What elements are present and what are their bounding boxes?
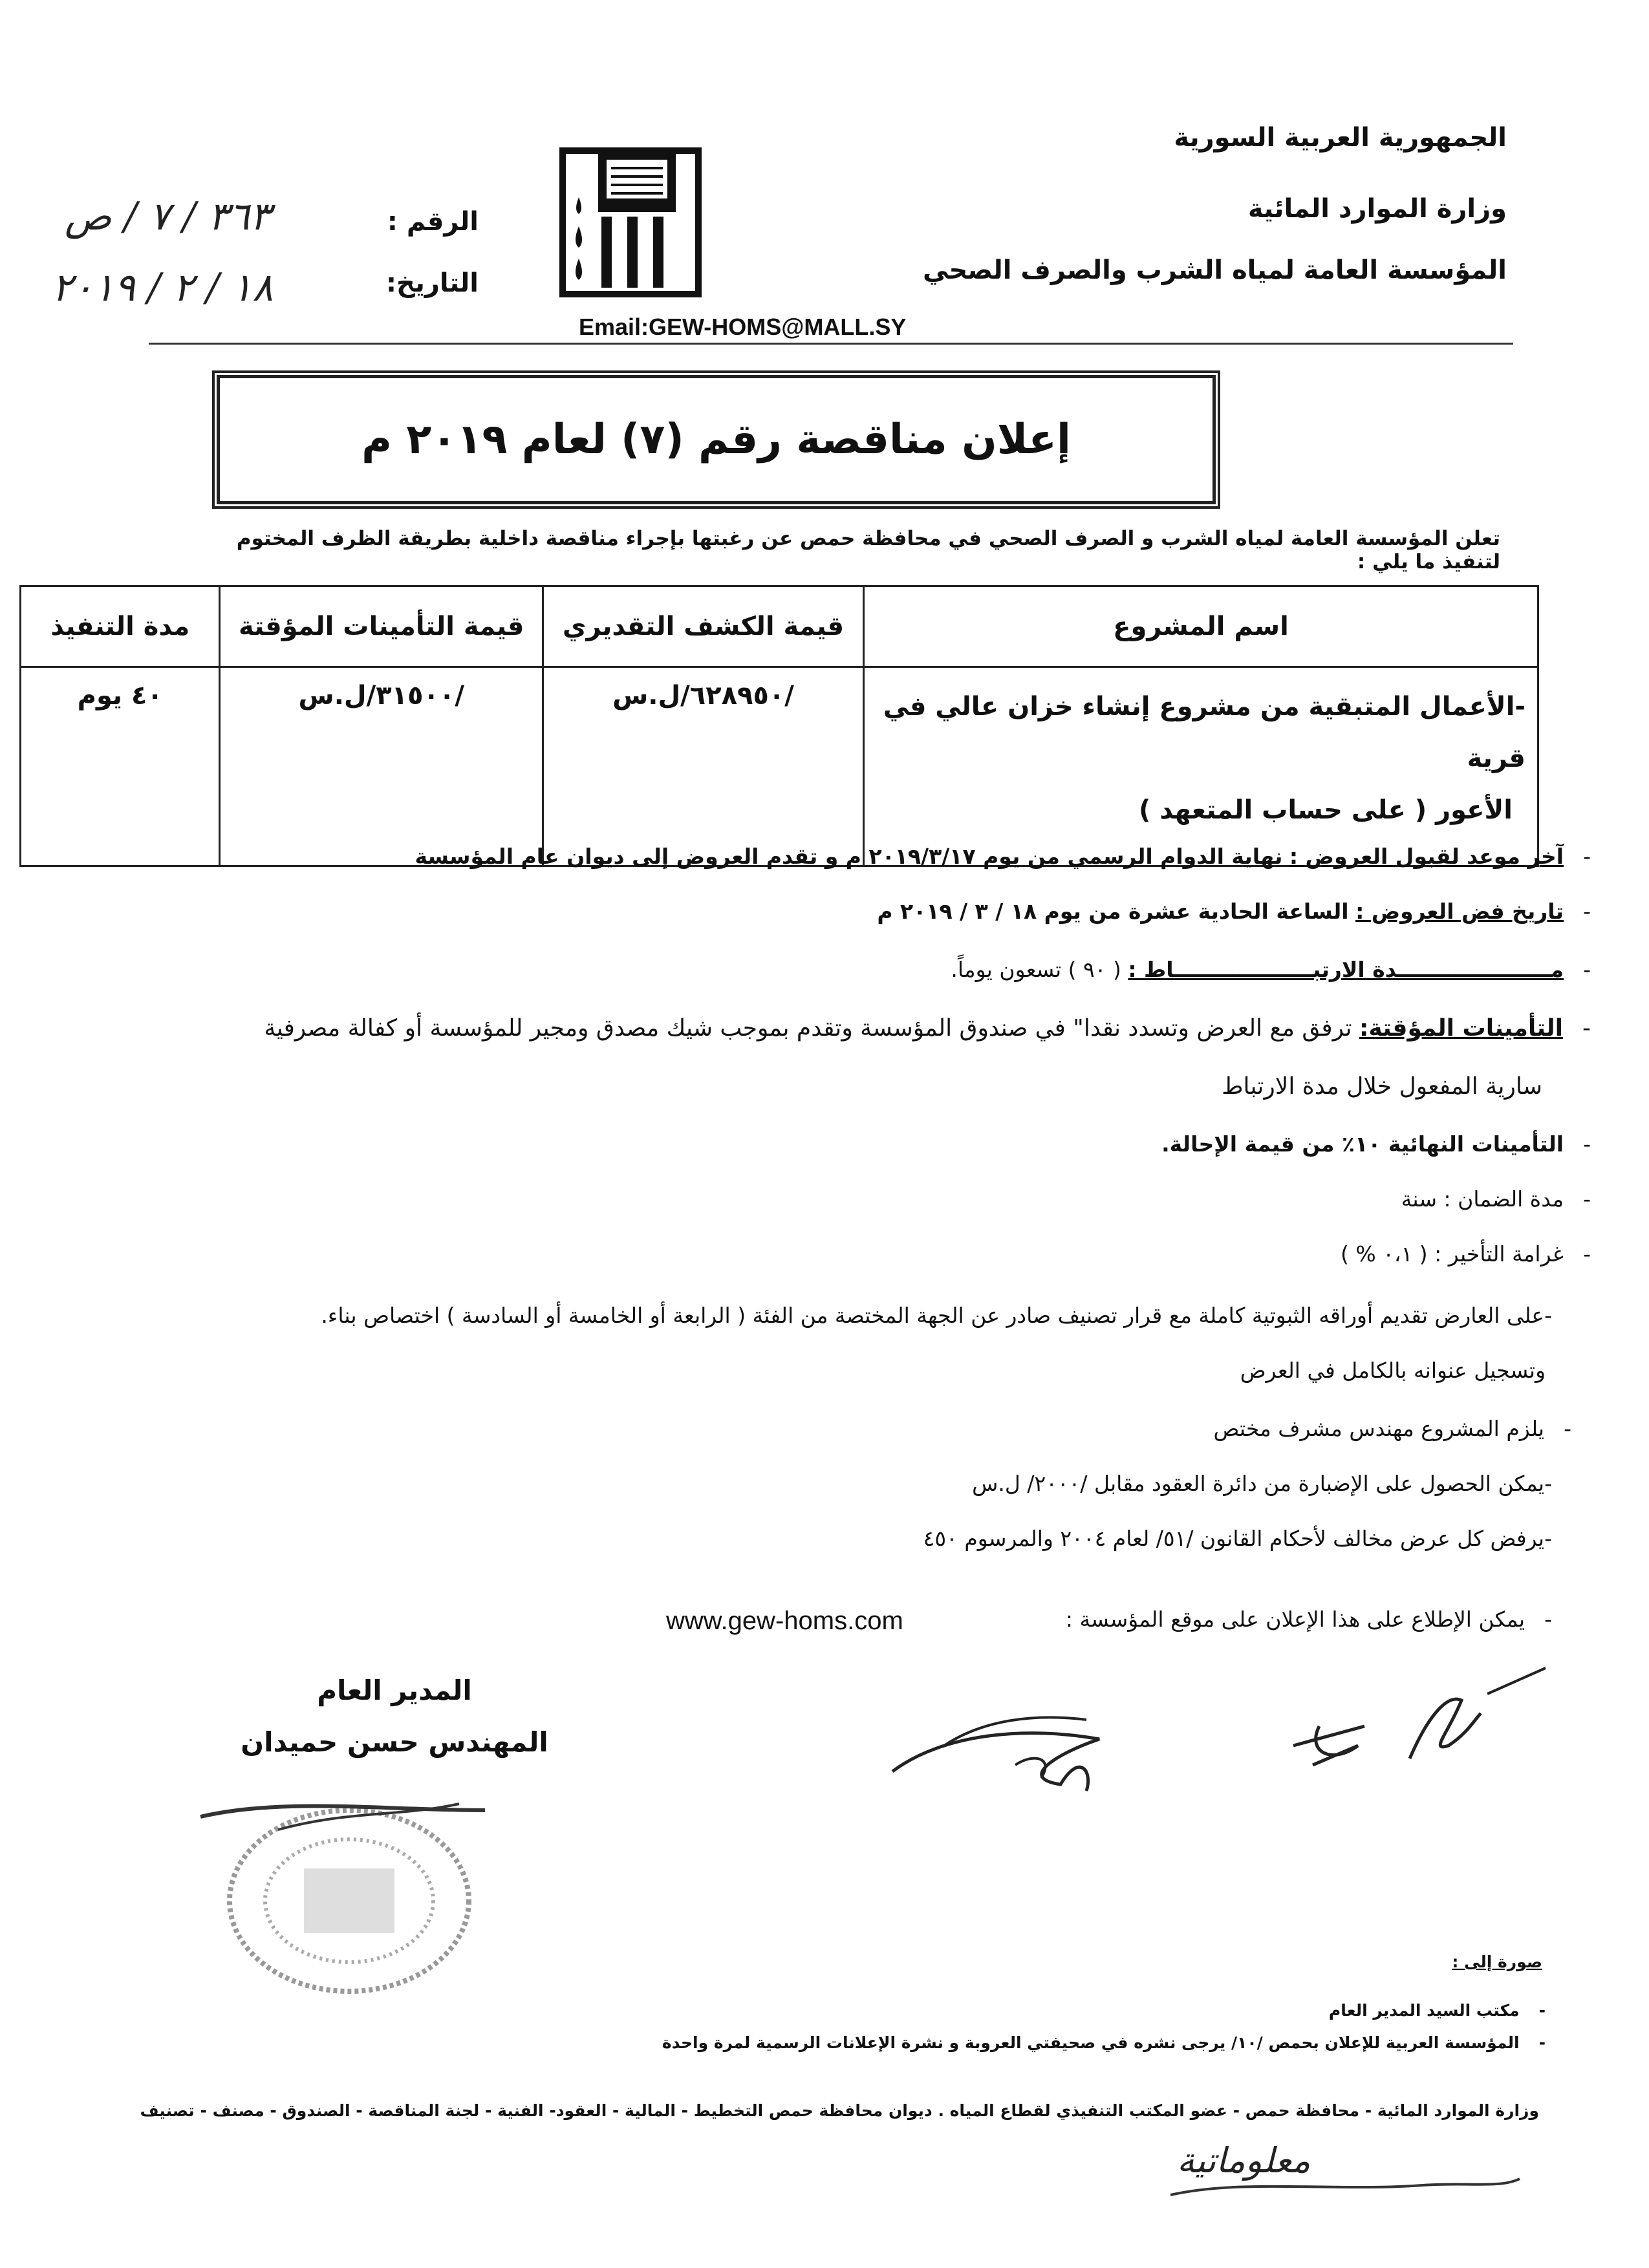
list-item: سارية المفعول خلال مدة الارتباط (1222, 1073, 1542, 1100)
insurance-cell: /٣١٥٠٠/ل.س (220, 667, 543, 866)
email-address: Email:GEW-HOMS@MALL.SY (579, 314, 907, 340)
date-label: التاريخ: (386, 268, 479, 298)
table-header-temporary-insurance: قيمة التأمينات المؤقتة (220, 586, 543, 667)
list-item: -التأمينات المؤقتة: ترفق مع العرض وتسدد نقدا" في صندوق المؤسسة وتقدم بموجب شيك مصدق ومجير للمؤسسة أو كفالة مصرفية (264, 1015, 1591, 1042)
table-header-row (21, 586, 1538, 667)
copies-line1: -مكتب السيد المدير العام (1328, 2001, 1546, 2020)
table-header-duration: مدة التنفيذ (21, 586, 220, 667)
list-item: -غرامة التأخير : ( ٠،١ % ) (1340, 1241, 1591, 1267)
official-stamp-icon (188, 1771, 550, 2004)
table-header-estimated-cost: قيمة الكشف التقديري (543, 586, 863, 667)
list-item: -يرفض كل عرض مخالف لأحكام القانون /٥١/ لعام ٢٠٠٤ والمرسوم ٤٥٠ (923, 1526, 1552, 1551)
table-header-project: اسم المشروع (863, 586, 1538, 667)
header-divider (149, 343, 1513, 345)
tender-table (19, 585, 1539, 867)
signatory-block (233, 1665, 556, 1768)
announcement-title-box (217, 375, 1216, 504)
organization-logo-icon (550, 145, 711, 301)
table-row (21, 667, 1538, 866)
handwritten-note: معلوماتية (1177, 2140, 1311, 2181)
list-item: -يلزم المشروع مهندس مشرف مختص (1213, 1416, 1571, 1441)
project-name-cell (863, 667, 1538, 866)
list-item: -مـــــــــــــــــــــدة الارتبـــــــــــــــــــاط : ( ٩٠ ) تسعون يوماً. (951, 957, 1591, 982)
estimated-cost-cell: /٦٢٨٩٥٠/ل.س (543, 667, 863, 866)
list-item: -تاريخ فض العروض : الساعة الحادية عشرة من يوم ١٨ / ٣ / ٢٠١٩ م (877, 899, 1591, 924)
website-link[interactable]: www.gew-homs.com (666, 1607, 903, 1635)
list-item: -التأمينات النهائية ١٠٪ من قيمة الإحالة. (1161, 1131, 1591, 1157)
date-handwritten-value: ١٨ / ٢ / ٢٠١٩ (52, 265, 274, 310)
list-item: وتسجيل عنوانه بالكامل في العرض (1240, 1358, 1546, 1383)
list-item: -يمكن الإطلاع على هذا الإعلان على موقع المؤسسة : (1065, 1607, 1552, 1632)
number-handwritten-value: ٣٦٣ / ٧ / ص (65, 194, 271, 239)
list-item: -مدة الضمان : سنة (1401, 1186, 1591, 1212)
ministry-header-line3: المؤسسة العامة لمياه الشرب والصرف الصحي (922, 255, 1507, 285)
signatory-name: المهندس حسن حميدان (241, 1726, 548, 1758)
list-item: -يمكن الحصول على الإضبارة من دائرة العقود مقابل /٢٠٠٠/ ل.س (972, 1471, 1552, 1496)
signature-image (867, 1655, 1578, 1810)
distribution-footer: وزارة الموارد المائية - محافظة حمص - عضو المكتب التنفيذي لقطاع المياه . ديوان محافظة حمص التخطيط - المالية - العقود- الفنية - لجنة المناقصة - الصندوق - مصنف - تصنيف (140, 2101, 1539, 2120)
list-item: -آخر موعد لقبول العروض : نهاية الدوام الرسمي من يوم ٢٠١٩/٣/١٧ م و تقدم العروض إلى ديوان عام المؤسسة (415, 844, 1591, 869)
project-name-line2: الأعور ( على حساب المتعهد ) (1139, 795, 1513, 825)
copies-line2: -المؤسسة العربية للإعلان بحمص /١٠/ يرجى نشره في صحيفتي العروبة و نشرة الإعلانات الرسمية لمرة واحدة (662, 2033, 1546, 2052)
signatory-title: المدير العام (317, 1674, 472, 1706)
announcement-title: إعلان مناقصة رقم (٧) لعام ٢٠١٩ م (361, 416, 1071, 464)
ministry-header-line1: الجمهورية العربية السورية (1174, 123, 1507, 153)
number-label: الرقم : (387, 207, 479, 237)
intro-paragraph: تعلن المؤسسة العامة لمياه الشرب و الصرف الصحي في محافظة حمص عن رغبتها بإجراء مناقصة داخلية بطريقة الظرف المختوم لتنفيذ ما يلي : (236, 527, 1500, 573)
project-name-line1: -الأعمال المتبقية من مشروع إنشاء خزان عالي في قرية (883, 692, 1525, 773)
handwritten-flourish (1164, 2159, 1526, 2211)
ministry-header-line2: وزارة الموارد المائية (1247, 194, 1507, 224)
copies-heading: صورة إلى : (1452, 1952, 1542, 1971)
duration-cell: ٤٠ يوم (21, 667, 220, 866)
list-item: -على العارض تقديم أوراقه الثبوتية كاملة مع قرار تصنيف صادر عن الجهة المختصة من الفئة ( الرابعة أو الخامسة أو السادسة ) اختصاص بناء. (321, 1303, 1552, 1328)
